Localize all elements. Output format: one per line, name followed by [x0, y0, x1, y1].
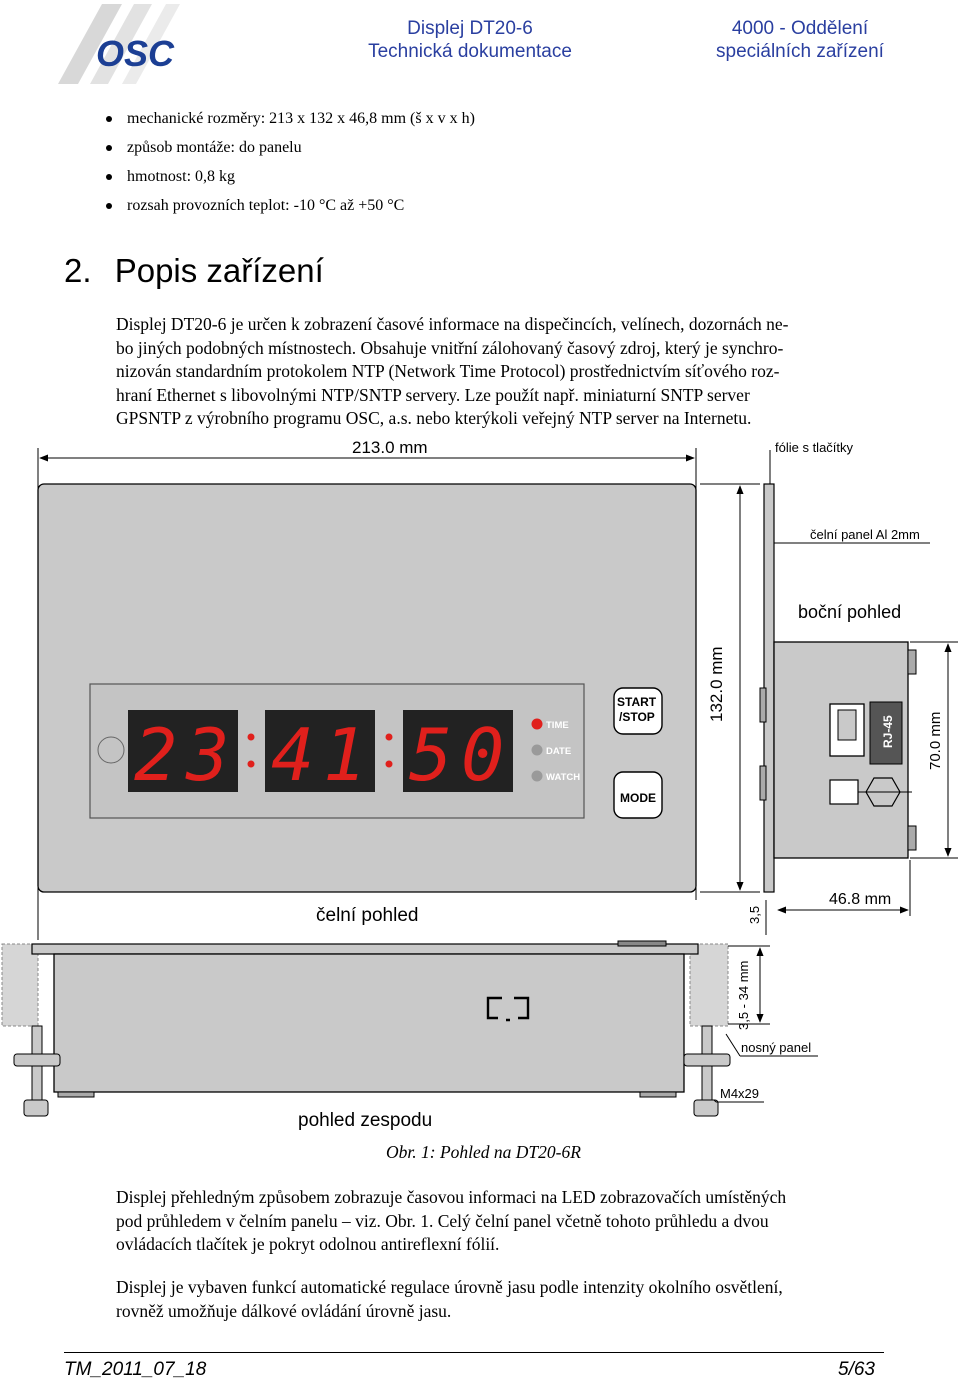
indicator-label: WATCH: [546, 772, 581, 783]
body-line: ovládacích tlačítek je pokryt odolnou antireflexní fólií.: [116, 1234, 500, 1254]
figure-caption: Obr. 1: Pohled na DT20-6R: [386, 1142, 581, 1162]
intro-line: GPSNTP z výrobního programu OSC, a.s. nebo kterýkoli veřejný NTP server na Internetu.: [116, 408, 752, 428]
intro-line: Displej DT20-6 je určen k zobrazení časové informace na dispečincích, velínech, dozornách ne-: [116, 314, 789, 334]
front-panel-label: čelní panel Al 2mm: [810, 527, 920, 542]
clamp-nut-left: [14, 1054, 60, 1066]
section-title: Popis zařízení: [114, 252, 324, 289]
dept-line2: speciálních zařízení: [716, 41, 884, 62]
rj45-label: RJ-45: [881, 715, 895, 748]
colon-dot: [248, 734, 255, 741]
dim-3-5-label: 3,5: [747, 905, 762, 924]
front-view-label: čelní pohled: [316, 905, 419, 926]
indicator-label: TIME: [546, 720, 569, 731]
logo-graphic: [40, 4, 190, 84]
clock-digit: 5: [409, 713, 453, 797]
body-paragraph-1: [116, 1186, 906, 1257]
bottom-view-label: pohled zespodu: [298, 1110, 433, 1131]
side-tab: [908, 826, 916, 850]
technical-drawing: [0, 430, 960, 1140]
support-panel-label: nosný panel: [741, 1040, 812, 1055]
osc-logo: [40, 4, 190, 84]
body-line: Displej přehledným způsobem zobrazuje časovou informaci na LED zobrazovačích umístěných: [116, 1187, 787, 1207]
doc-title: Displej DT20-6: [407, 18, 533, 39]
bottom-housing: [54, 954, 684, 1092]
indicator-label: DATE: [546, 746, 572, 757]
doc-subtitle: Technická dokumentace: [368, 41, 572, 62]
body-paragraph-2: [116, 1276, 906, 1323]
section-number: 2.: [64, 252, 92, 289]
bottom-front-plate: [32, 944, 698, 954]
foil-label: fólie s tlačítky: [775, 440, 854, 455]
height-dim-label: 132.0 mm: [707, 646, 726, 722]
bottom-foil-edge: [618, 941, 666, 946]
side-height-label: 70.0 mm: [927, 711, 944, 770]
side-tab: [908, 650, 916, 674]
depth-dim-label: 46.8 mm: [829, 891, 892, 908]
body-line: pod průhledem v čelním panelu – viz. Obr. 1. Celý čelní panel včetně tohoto průhledu a dvou: [116, 1210, 769, 1231]
spec-item: způsob montáže: do panelu: [96, 133, 475, 162]
clock-digit: 3: [186, 713, 230, 797]
clamp-head-right: [694, 1100, 718, 1116]
spec-item: mechanické rozměry: 213 x 132 x 46,8 mm (š x v x h): [96, 104, 475, 133]
foot: [640, 1092, 676, 1097]
clock-digit: 4: [271, 713, 315, 797]
led-time-indicator: [532, 719, 543, 730]
panel-range-label: 3,5 - 34 mm: [736, 960, 751, 1030]
led-watch-indicator: [532, 771, 543, 782]
intro-line: hraní Ethernet s libovolnými NTP/SNTP servery. Lze použít např. miniaturní SNTP server: [116, 384, 750, 405]
side-clip: [760, 766, 766, 800]
footer-doc-code: TM_2011_07_18: [64, 1359, 207, 1380]
led-date-indicator: [532, 745, 543, 756]
spec-item: rozsah provozních teplot: -10 °C až +50 °C: [96, 191, 475, 220]
logo-text: OSC: [96, 33, 175, 74]
colon-dot: [248, 761, 255, 768]
intro-paragraph: [116, 313, 896, 431]
screw-label: M4x29: [720, 1086, 760, 1101]
body-line: Displej je vybaven funkcí automatické regulace úrovně jasu podle intenzity okolního osvětlení,: [116, 1277, 783, 1297]
dept-line1: 4000 - Oddělení: [731, 18, 869, 39]
support-panel-right: [690, 944, 728, 1026]
stop-label: /STOP: [619, 710, 655, 724]
foot: [58, 1092, 94, 1097]
side-clip: [760, 688, 766, 722]
clamp-nut-right: [684, 1054, 730, 1066]
clock-digit: 2: [134, 713, 178, 797]
figure-dt20-6r: [0, 430, 960, 1140]
colon-dot: [386, 761, 393, 768]
width-dim-label: 213.0 mm: [352, 438, 428, 457]
intro-line: nizován standardním protokolem NTP (Network Time Protocol) prostřednictvím síťového roz-: [116, 361, 780, 381]
power-connector: [830, 780, 858, 804]
start-label: START: [617, 695, 657, 709]
mode-label: MODE: [620, 791, 656, 805]
section-heading: [64, 252, 324, 290]
clock-digit: 1: [323, 713, 367, 797]
spec-item: hmotnost: 0,8 kg: [96, 162, 475, 191]
light-sensor-icon: [98, 737, 124, 763]
footer-page-number: 5/63: [838, 1359, 875, 1380]
clamp-head-left: [24, 1100, 48, 1116]
support-panel-left: [2, 944, 38, 1026]
rj45-socket: [838, 710, 856, 740]
side-view-label: boční pohled: [798, 602, 902, 622]
colon-dot: [386, 734, 393, 741]
body-line: rovněž umožňuje dálkové ovládání úrovně jasu.: [116, 1300, 452, 1321]
spec-list: [96, 104, 475, 220]
clock-digit: 0: [461, 713, 505, 797]
intro-line: bo jiných podobných místnostech. Obsahuje vnitřní zálohovaný časový zdroj, který je synchro-: [116, 337, 784, 358]
footer-rule: [64, 1352, 884, 1353]
